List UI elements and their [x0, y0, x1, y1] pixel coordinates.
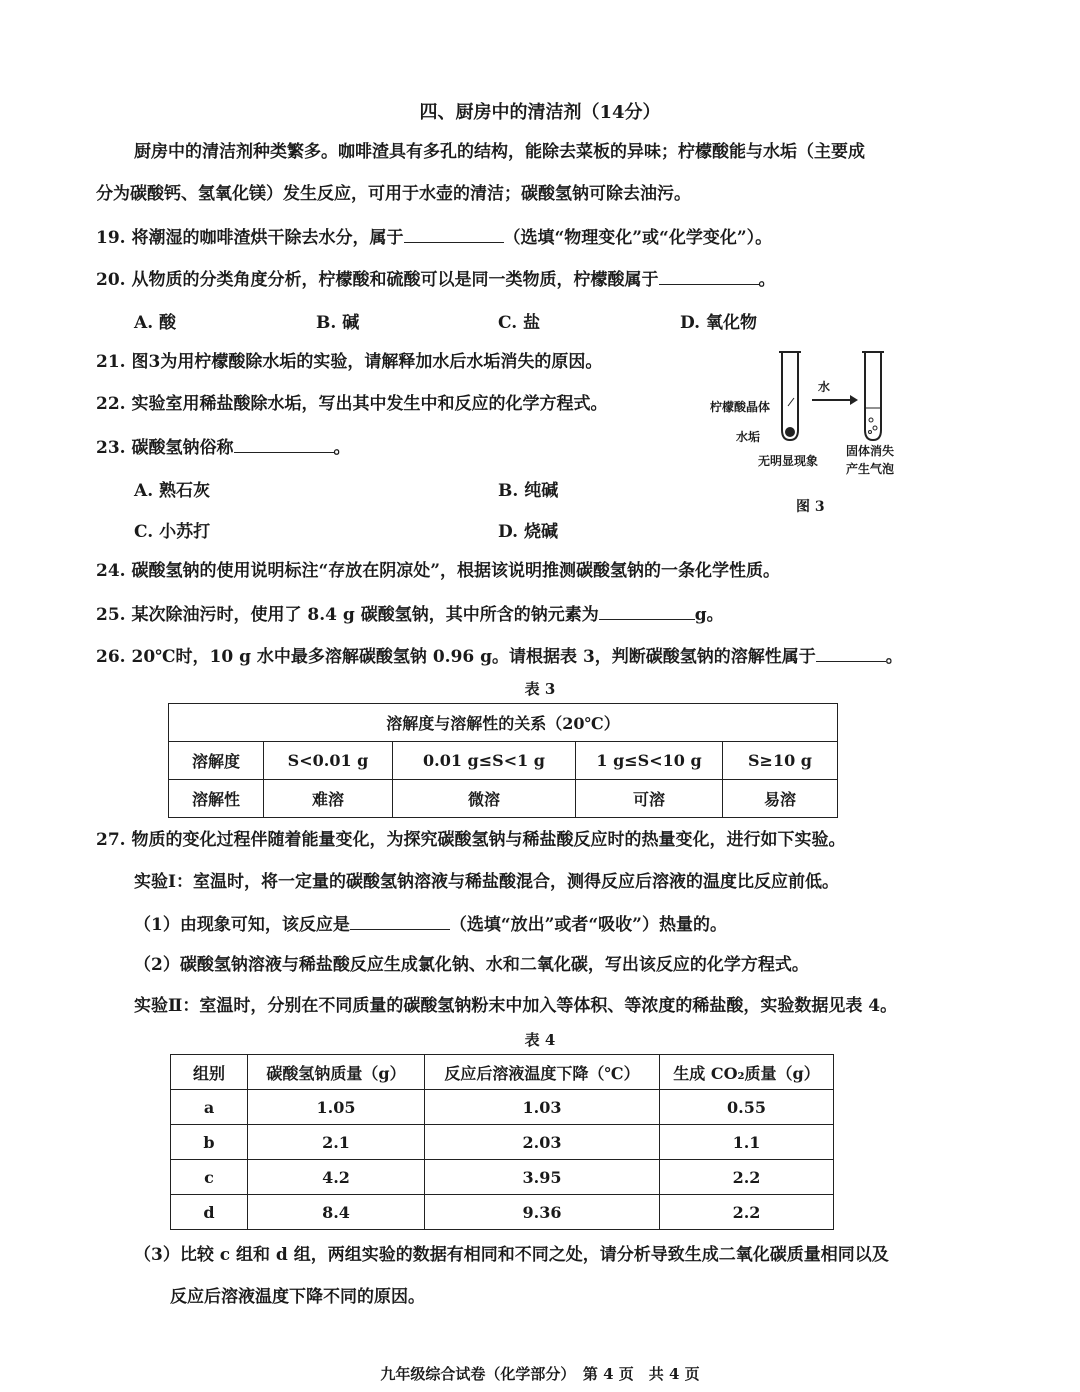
- q23-option-c: C. 小苏打: [134, 522, 211, 542]
- table-cell: d: [171, 1195, 248, 1230]
- question-27-3-line-1: （3）比较 c 组和 d 组，两组实验的数据有相同和不同之处，请分析导致生成二氧化碳质量相同以及: [134, 1245, 889, 1265]
- table-cell: c: [171, 1160, 248, 1195]
- table-cell: 1.03: [425, 1090, 660, 1125]
- experiment-1: 实验Ⅰ：室温时，将一定量的碳酸氢钠溶液与稀盐酸混合，测得反应后溶液的温度比反应前低。: [134, 872, 839, 892]
- q20-text-post: 。: [758, 270, 776, 290]
- q20-text: 20. 从物质的分类角度分析，柠檬酸和硫酸可以是同一类物质，柠檬酸属于: [96, 270, 659, 290]
- q23-text-post: 。: [333, 438, 351, 458]
- table3-caption: 表 3: [524, 680, 556, 698]
- table-cell: 2.03: [425, 1125, 660, 1160]
- table-cell: S<0.01 g: [264, 742, 393, 780]
- table-row: [171, 1195, 834, 1230]
- table-cell: 0.01 g≤S<1 g: [393, 742, 576, 780]
- left-test-tube: [782, 352, 798, 440]
- question-21: 21. 图3为用柠檬酸除水垢的实验，请解释加水后水垢消失的原因。: [96, 352, 603, 372]
- q20-option-b: B. 碱: [316, 313, 360, 333]
- q23-option-d: D. 烧碱: [498, 522, 558, 542]
- table-row: [169, 704, 838, 742]
- q23-answer-blank[interactable]: [234, 434, 334, 453]
- question-22: 22. 实验室用稀盐酸除水垢，写出其中发生中和反应的化学方程式。: [96, 394, 608, 414]
- table-cell: S≥10 g: [723, 742, 838, 780]
- table-cell: 2.2: [660, 1195, 834, 1230]
- question-24: 24. 碳酸氢钠的使用说明标注“存放在阴凉处”，根据该说明推测碳酸氢钠的一条化学性质。: [96, 561, 781, 581]
- table-row: [171, 1160, 834, 1195]
- bubble-icon: [873, 426, 877, 430]
- label-no-change: 无明显现象: [758, 454, 819, 468]
- table-cell: 2.1: [248, 1125, 425, 1160]
- table-row: [171, 1090, 834, 1125]
- table4-caption: 表 4: [524, 1031, 556, 1049]
- q26-text: 26. 20℃时，10 g 水中最多溶解碳酸氢钠 0.96 g。请根据表 3，判断碳酸氢钠的溶解性属于: [96, 647, 816, 667]
- q23-option-b: B. 纯碱: [498, 481, 559, 501]
- table-header-cell: 反应后溶液温度下降（℃）: [425, 1055, 660, 1090]
- table-row: [169, 742, 838, 780]
- q19-text: 19. 将潮湿的咖啡渣烘干除去水分，属于: [96, 228, 404, 248]
- table-row: [171, 1055, 834, 1090]
- question-19: [96, 224, 772, 250]
- table-header-cell: 组别: [171, 1055, 248, 1090]
- table-cell: 9.36: [425, 1195, 660, 1230]
- bubble-icon: [869, 431, 872, 434]
- table-cell: 溶解度: [169, 742, 264, 780]
- table-header-cell: 生成 CO₂质量（g）: [660, 1055, 834, 1090]
- table-cell: 1.05: [248, 1090, 425, 1125]
- table-cell: 8.4: [248, 1195, 425, 1230]
- table-cell: 溶解性: [169, 780, 264, 818]
- question-25: [96, 601, 724, 627]
- table-cell: 2.2: [660, 1160, 834, 1195]
- label-crystal: 柠檬酸晶体: [710, 400, 771, 414]
- table-cell: 1.1: [660, 1125, 834, 1160]
- q20-option-c: C. 盐: [498, 313, 541, 333]
- table-row: [171, 1125, 834, 1160]
- q26-answer-blank[interactable]: [816, 643, 886, 662]
- label-dissolve: 固体消失: [846, 444, 895, 458]
- section-title: 四、厨房中的清洁剂（14分）: [419, 102, 661, 123]
- table-row: [169, 780, 838, 818]
- intro-line-2: 分为碳酸钙、氢氧化镁）发生反应，可用于水壶的清洁；碳酸氢钠可除去油污。: [96, 184, 691, 204]
- question-27-1: [134, 911, 727, 937]
- question-23: [96, 434, 351, 460]
- figure-caption: 图 3: [796, 499, 825, 515]
- question-26: [96, 643, 903, 669]
- q25-answer-blank[interactable]: [599, 601, 695, 620]
- q19-answer-blank[interactable]: [404, 224, 504, 243]
- q23-text: 23. 碳酸氢钠俗称: [96, 438, 234, 458]
- table-cell: 3.95: [425, 1160, 660, 1195]
- q27-1-text-post: （选填“放出”或者“吸收”）热量的。: [449, 915, 727, 935]
- table-cell: 4.2: [248, 1160, 425, 1195]
- label-scale: 水垢: [736, 430, 761, 444]
- q26-text-post: 。: [885, 647, 903, 667]
- question-20: [96, 266, 776, 292]
- intro-line-1: 厨房中的清洁剂种类繁多。咖啡渣具有多孔的结构，能除去菜板的异味；柠檬酸能与水垢（主要成: [134, 142, 865, 162]
- table-cell: b: [171, 1125, 248, 1160]
- q20-option-a: A. 酸: [134, 313, 177, 333]
- question-27-2: （2）碳酸氢钠溶液与稀盐酸反应生成氯化钠、水和二氧化碳，写出该反应的化学方程式。: [134, 955, 809, 975]
- table-cell: 易溶: [723, 780, 838, 818]
- q27-1-text: （1）由现象可知，该反应是: [134, 915, 350, 935]
- label-bubbles: 产生气泡: [846, 462, 895, 476]
- table-3: [168, 703, 838, 818]
- table-cell: a: [171, 1090, 248, 1125]
- q19-text-post: （选填“物理变化”或“化学变化”）。: [503, 228, 773, 248]
- table-4: [170, 1054, 834, 1230]
- table-header-cell: 碳酸氢钠质量（g）: [248, 1055, 425, 1090]
- experiment-2: 实验Ⅱ：室温时，分别在不同质量的碳酸氢钠粉末中加入等体积、等浓度的稀盐酸，实验数据见表 4。: [134, 996, 898, 1016]
- q27-1-answer-blank[interactable]: [350, 911, 450, 930]
- page-footer: 九年级综合试卷（化学部分） 第 4 页 共 4 页: [380, 1365, 700, 1383]
- q25-text-post: g。: [694, 605, 724, 625]
- q20-option-d: D. 氧化物: [680, 313, 757, 333]
- table-cell: 微溶: [393, 780, 576, 818]
- table-cell: 0.55: [660, 1090, 834, 1125]
- figure-3: [700, 348, 920, 528]
- question-27: 27. 物质的变化过程伴随着能量变化，为探究碳酸氢钠与稀盐酸反应时的热量变化，进行如下实验。: [96, 830, 846, 850]
- bubble-icon: [869, 418, 873, 422]
- q20-answer-blank[interactable]: [659, 266, 759, 285]
- scale-deposit: [785, 427, 795, 437]
- label-water: 水: [818, 380, 831, 394]
- question-27-3-line-2: 反应后溶液温度下降不同的原因。: [170, 1287, 425, 1307]
- table3-header: 溶解度与溶解性的关系（20℃）: [169, 704, 838, 742]
- table-cell: 难溶: [264, 780, 393, 818]
- table-cell: 1 g≤S<10 g: [576, 742, 723, 780]
- q25-text: 25. 某次除油污时，使用了 8.4 g 碳酸氢钠，其中所含的钠元素为: [96, 605, 599, 625]
- q23-option-a: A. 熟石灰: [134, 481, 211, 501]
- table-cell: 可溶: [576, 780, 723, 818]
